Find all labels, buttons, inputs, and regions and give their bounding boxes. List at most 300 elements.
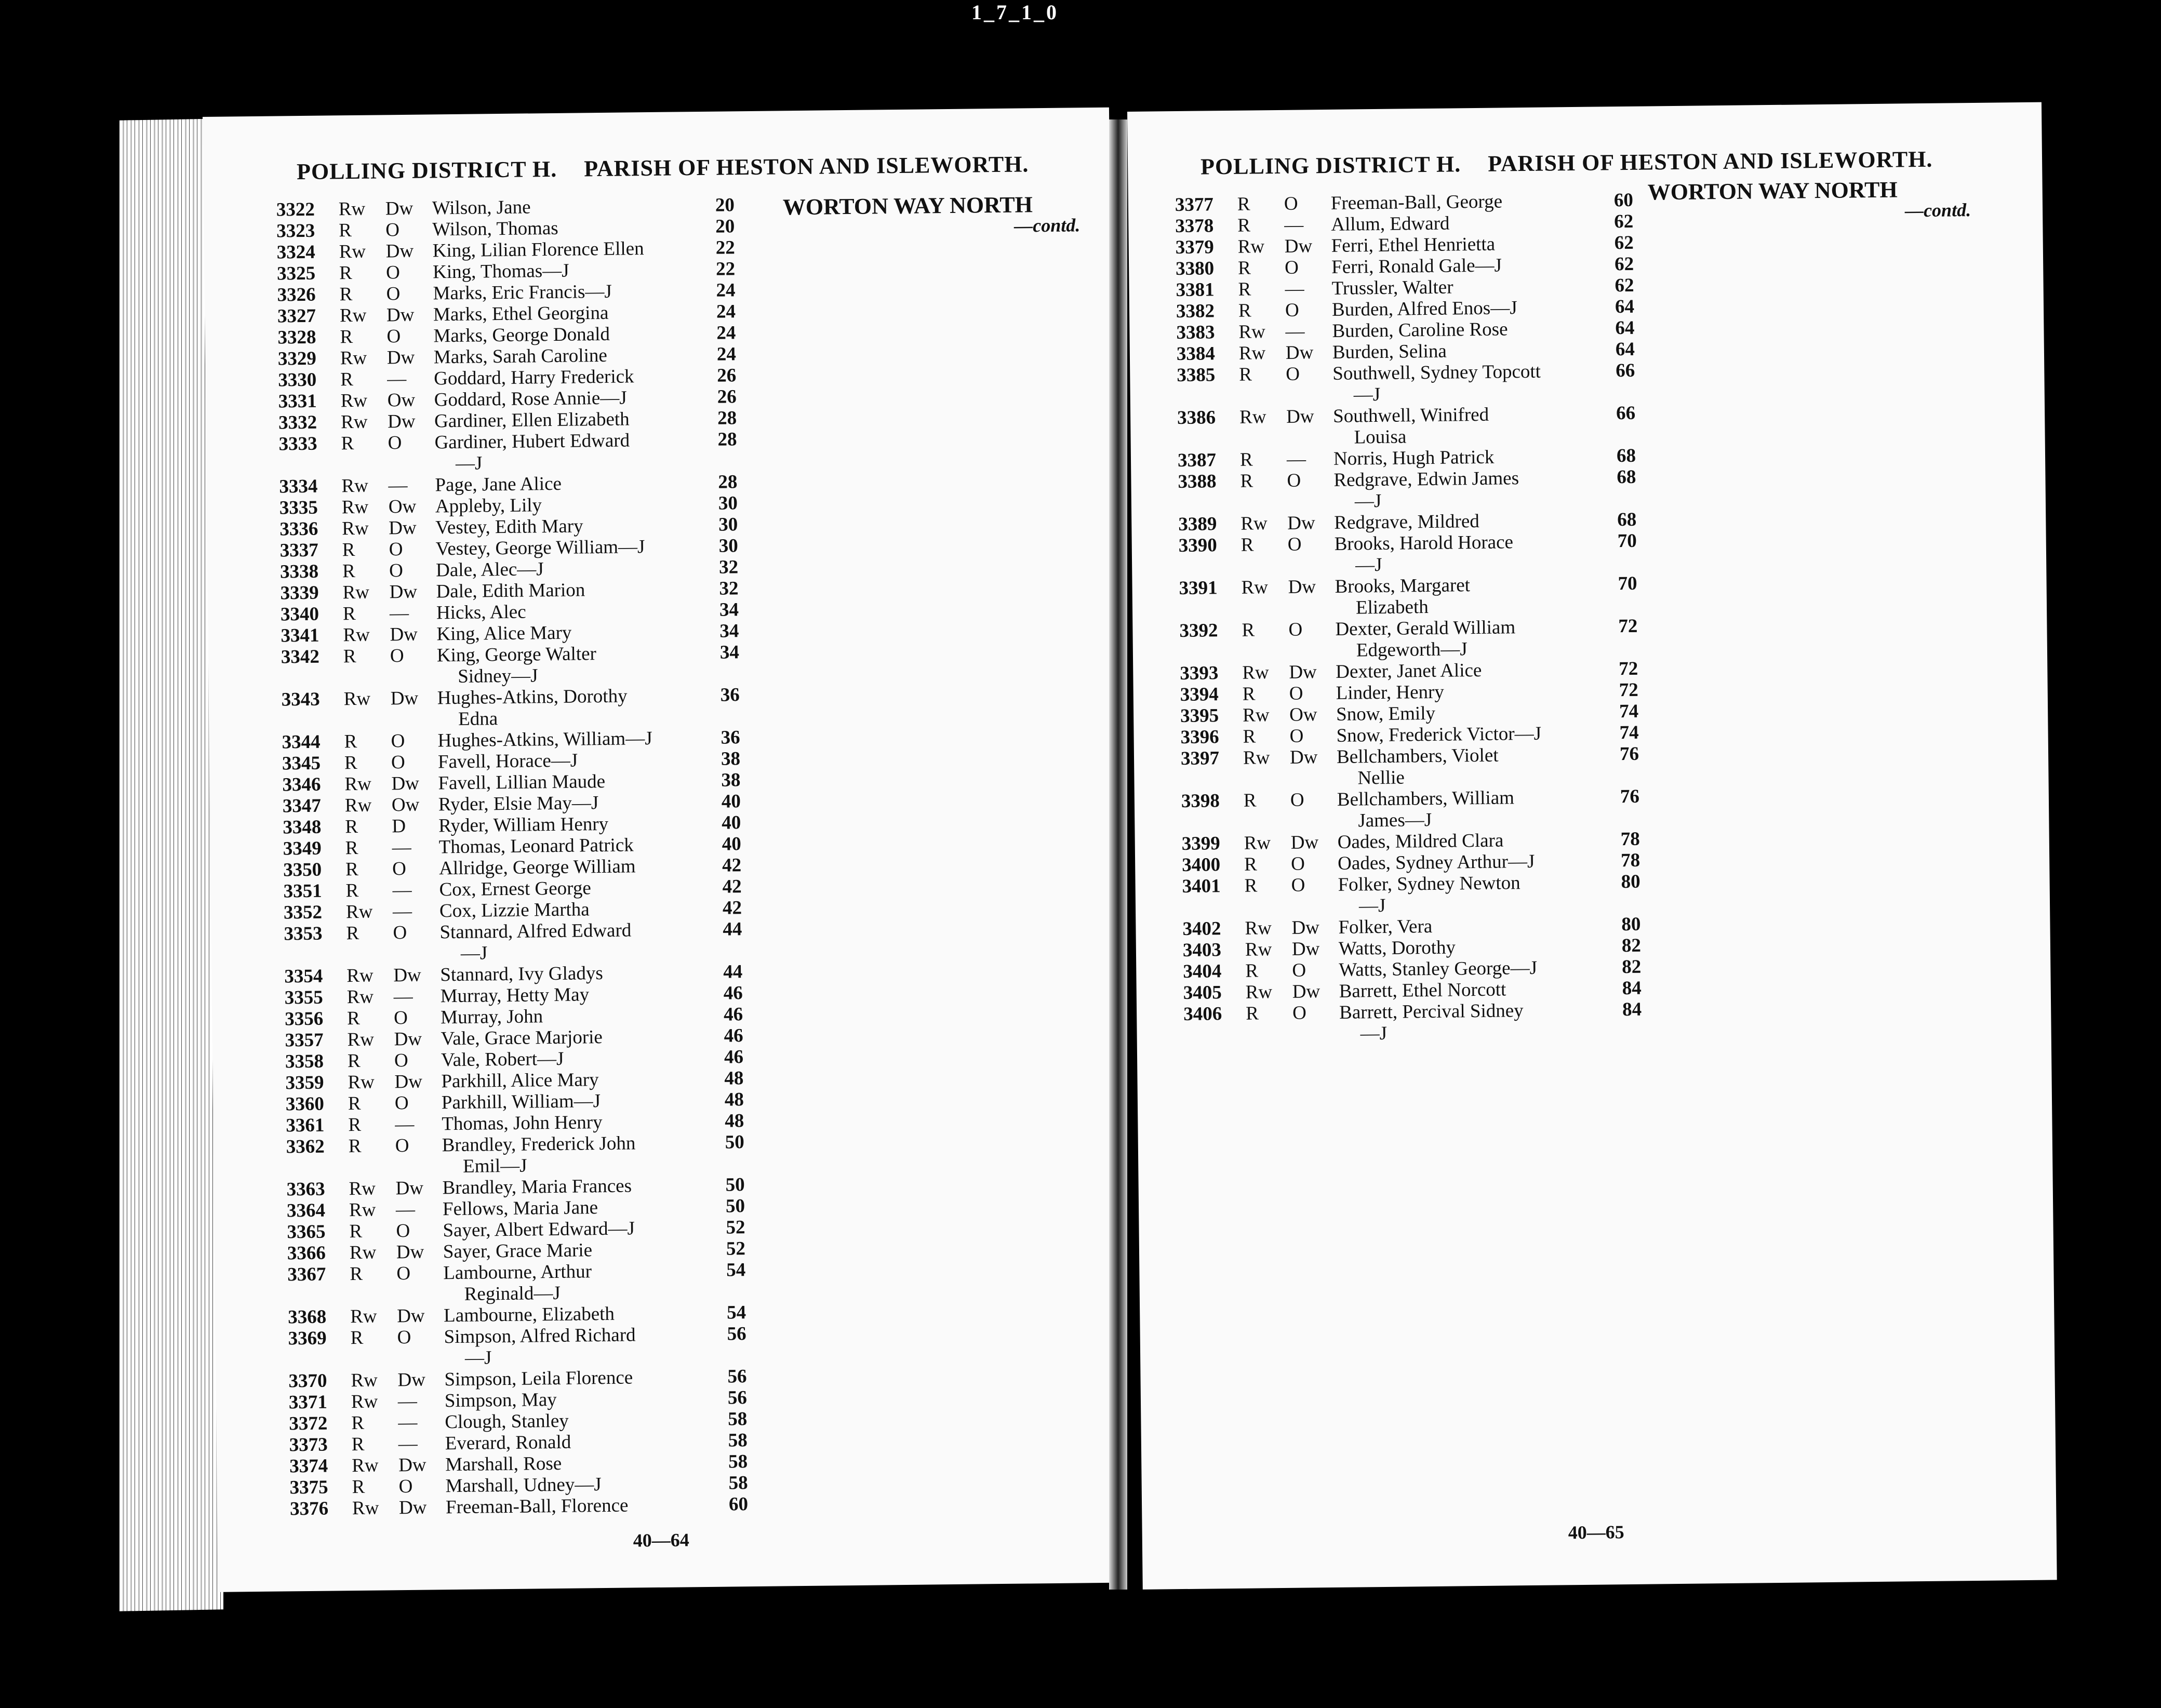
qualification-occupation: Dw xyxy=(394,1028,422,1050)
qualification-occupation: Dw xyxy=(1292,981,1320,1003)
house-number: 36 xyxy=(720,684,740,706)
elector-name: Redgrave, Edwin James xyxy=(1333,468,1519,491)
entry-number: 3369 xyxy=(288,1327,327,1350)
qualification-occupation: Dw xyxy=(389,581,418,603)
house-number: 46 xyxy=(724,1046,744,1068)
house-number: 64 xyxy=(1615,296,1635,318)
house-number: 48 xyxy=(725,1110,744,1132)
register-entry xyxy=(286,1131,744,1179)
qualification-occupation: Dw xyxy=(396,1241,424,1263)
house-number: 26 xyxy=(717,386,737,408)
entry-number: 3334 xyxy=(279,475,318,498)
house-number: 30 xyxy=(718,535,738,557)
house-number: 40 xyxy=(722,833,741,855)
qualification-occupation: O xyxy=(1284,257,1299,278)
house-number: 68 xyxy=(1617,466,1636,488)
contd-label: —contd. xyxy=(1014,215,1080,236)
entry-number: 3394 xyxy=(1180,684,1219,705)
register-entry xyxy=(1179,615,1638,663)
house-number: 84 xyxy=(1622,998,1642,1021)
qualification-occupation: — xyxy=(398,1433,418,1455)
entry-number: 3398 xyxy=(1181,790,1220,812)
house-number: 62 xyxy=(1614,232,1634,254)
qualification-occupation: — xyxy=(392,900,412,923)
elector-name: Allum, Edward xyxy=(1331,212,1450,235)
qualification-occupation: O xyxy=(393,1007,408,1029)
qualification-occupation: O xyxy=(398,1475,413,1498)
page-footer: 40—64 xyxy=(633,1529,689,1551)
elector-name: Bellchambers, William xyxy=(1337,787,1515,810)
entry-number: 3356 xyxy=(284,1008,324,1030)
qualification-occupation: D xyxy=(392,815,406,837)
register-entry xyxy=(281,642,740,689)
qualification-occupation: — xyxy=(392,836,411,859)
elector-name-continued: Sidney—J xyxy=(458,665,538,687)
entry-number: 3386 xyxy=(1177,407,1216,429)
house-number: 74 xyxy=(1619,700,1639,723)
elector-name: Clough, Stanley xyxy=(445,1410,569,1433)
qualification-residence: Rw xyxy=(1240,513,1268,535)
elector-name: Brooks, Harold Horace xyxy=(1334,531,1514,555)
parish-title: PARISH OF HESTON AND ISLEWORTH. xyxy=(583,151,1029,182)
house-number: 24 xyxy=(716,279,736,301)
polling-district: POLLING DISTRICT H. xyxy=(296,156,557,185)
qualification-residence: Rw xyxy=(349,1242,377,1264)
qualification-residence: Rw xyxy=(1245,939,1272,960)
elector-name: Fellows, Maria Jane xyxy=(442,1197,598,1220)
house-number: 28 xyxy=(718,471,738,493)
qualification-residence: Rw xyxy=(339,241,366,263)
elector-name: Parkhill, Alice Mary xyxy=(441,1069,599,1092)
elector-name: Stannard, Ivy Gladys xyxy=(440,963,603,986)
qualification-residence: R xyxy=(343,645,356,668)
elector-name: Dexter, Gerald William xyxy=(1335,617,1516,640)
qualification-occupation: Dw xyxy=(1290,832,1319,853)
elector-name: Snow, Frederick Victor—J xyxy=(1336,723,1542,746)
qualification-residence: Rw xyxy=(1243,747,1270,769)
entry-number: 3350 xyxy=(283,859,322,881)
qualification-residence: R xyxy=(1243,726,1256,748)
elector-name: Dexter, Janet Alice xyxy=(1336,659,1482,683)
page-footer: 40—65 xyxy=(1568,1522,1624,1543)
qualification-occupation: O xyxy=(1292,959,1306,981)
qualification-residence: Rw xyxy=(1245,981,1273,1003)
house-number: 40 xyxy=(721,791,741,812)
qualification-occupation: Dw xyxy=(386,304,415,326)
entry-number: 3379 xyxy=(1175,236,1214,259)
qualification-residence: Rw xyxy=(1244,832,1271,854)
register-entry xyxy=(1183,998,1642,1046)
house-number: 50 xyxy=(725,1131,744,1153)
page-header xyxy=(1200,146,1933,180)
entry-number: 3372 xyxy=(289,1412,328,1435)
qualification-residence: R xyxy=(342,539,355,561)
elector-name: Wilson, Thomas xyxy=(432,217,558,241)
street-name: WORTON WAY NORTH xyxy=(782,192,1033,220)
elector-name: Page, Jane Alice xyxy=(435,473,562,496)
qualification-occupation: O xyxy=(385,219,400,241)
qualification-occupation: O xyxy=(1288,619,1303,640)
qualification-residence: R xyxy=(1242,619,1255,641)
entry-number: 3366 xyxy=(287,1242,326,1264)
entry-number: 3370 xyxy=(288,1370,327,1392)
qualification-occupation: O xyxy=(1285,299,1299,321)
house-number: 80 xyxy=(1621,913,1641,936)
qualification-occupation: O xyxy=(1284,193,1298,215)
entry-number: 3340 xyxy=(280,603,319,625)
qualification-residence: R xyxy=(351,1412,365,1434)
qualification-occupation: O xyxy=(1291,874,1305,896)
qualification-residence: R xyxy=(1238,278,1251,300)
qualification-residence: Rw xyxy=(346,965,373,987)
qualification-occupation: O xyxy=(388,432,402,454)
qualification-residence: R xyxy=(348,1114,362,1136)
house-number: 76 xyxy=(1620,785,1640,808)
elector-name-continued: James—J xyxy=(1358,809,1432,832)
entry-number: 3326 xyxy=(277,284,316,306)
elector-name: King, Alice Mary xyxy=(436,622,572,645)
qualification-occupation: O xyxy=(392,858,407,880)
house-number: 46 xyxy=(723,1004,743,1025)
qualification-residence: Rw xyxy=(1242,704,1270,726)
house-number: 22 xyxy=(715,237,735,259)
qualification-residence: R xyxy=(1244,875,1258,897)
entry-number: 3376 xyxy=(289,1498,329,1520)
qualification-occupation: Ow xyxy=(388,496,417,518)
entry-number: 3388 xyxy=(1178,471,1217,493)
qualification-residence: R xyxy=(346,1007,361,1030)
entry-number: 3396 xyxy=(1180,726,1219,748)
qualification-occupation: Dw xyxy=(1289,746,1318,768)
house-number: 82 xyxy=(1621,935,1642,957)
entry-number: 3346 xyxy=(282,773,321,796)
house-number: 50 xyxy=(725,1174,745,1196)
page-header xyxy=(297,151,1029,185)
elector-name: Goddard, Rose Annie—J xyxy=(434,387,627,411)
register-list xyxy=(1175,189,1642,1046)
qualification-residence: R xyxy=(344,730,357,753)
qualification-residence: R xyxy=(339,262,353,284)
entry-number: 3390 xyxy=(1178,535,1217,557)
qualification-occupation: Dw xyxy=(1291,938,1320,960)
qualification-occupation: O xyxy=(1289,683,1303,704)
house-number: 24 xyxy=(716,343,737,365)
qualification-occupation: O xyxy=(386,326,401,348)
qualification-occupation: O xyxy=(1290,789,1304,811)
elector-name: Allridge, George William xyxy=(438,856,636,879)
qualification-occupation: Dw xyxy=(395,1177,424,1199)
qualification-residence: R xyxy=(1240,470,1253,492)
qualification-residence: Rw xyxy=(344,794,372,817)
elector-name: Watts, Stanley George—J xyxy=(1339,957,1538,981)
house-number: 56 xyxy=(727,1387,748,1409)
entry-number: 3402 xyxy=(1182,918,1221,940)
elector-name: Dale, Alec—J xyxy=(435,558,544,581)
elector-name: Thomas, Leonard Patrick xyxy=(438,834,634,858)
entry-number: 3374 xyxy=(289,1455,328,1477)
qualification-occupation: O xyxy=(391,751,405,773)
register-entry xyxy=(278,429,737,476)
elector-name-continued: —J xyxy=(1354,490,1382,512)
qualification-residence: Rw xyxy=(344,773,372,795)
contd-label: —contd. xyxy=(1904,199,1971,221)
house-number: 70 xyxy=(1617,530,1637,552)
house-number: 24 xyxy=(716,322,736,344)
house-number: 72 xyxy=(1619,658,1638,680)
entry-number: 3327 xyxy=(277,305,316,327)
elector-name: Marks, George Donald xyxy=(433,323,610,347)
elector-name: Gardiner, Ellen Elizabeth xyxy=(434,408,630,432)
right-page xyxy=(1127,102,2057,1590)
entry-number: 3325 xyxy=(276,262,316,285)
elector-name: Favell, Horace—J xyxy=(437,750,578,773)
entry-number: 3405 xyxy=(1183,982,1222,1004)
house-number: 46 xyxy=(724,1025,743,1047)
elector-name: Wilson, Jane xyxy=(432,196,531,219)
qualification-occupation: O xyxy=(1287,470,1301,491)
entry-number: 3357 xyxy=(285,1029,324,1051)
qualification-occupation: Dw xyxy=(391,772,420,795)
elector-name: Simpson, Leila Florence xyxy=(444,1367,633,1391)
elector-name: Ferri, Ethel Henrietta xyxy=(1331,233,1496,257)
house-number: 68 xyxy=(1617,509,1637,531)
entry-number: 3400 xyxy=(1181,854,1221,876)
elector-name: Brandley, Frederick John xyxy=(442,1132,636,1156)
elector-name: Trussler, Walter xyxy=(1331,276,1453,299)
elector-name: Everard, Ronald xyxy=(445,1431,571,1455)
qualification-residence: R xyxy=(342,560,356,582)
qualification-occupation: Ow xyxy=(1289,704,1317,726)
qualification-residence: R xyxy=(339,220,352,242)
qualification-residence: Rw xyxy=(340,347,367,369)
house-number: 66 xyxy=(1616,402,1636,424)
entry-number: 3359 xyxy=(285,1072,324,1094)
qualification-residence: Rw xyxy=(1242,662,1269,684)
entry-number: 3391 xyxy=(1179,577,1218,599)
qualification-occupation: O xyxy=(1292,1002,1307,1024)
parish-title: PARISH OF HESTON AND ISLEWORTH. xyxy=(1487,146,1933,177)
qualification-occupation: O xyxy=(396,1220,410,1242)
elector-name: Murray, John xyxy=(440,1006,543,1029)
qualification-residence: Rw xyxy=(347,1029,375,1051)
house-number: 54 xyxy=(726,1302,746,1324)
elector-name: Vale, Robert—J xyxy=(441,1048,564,1071)
elector-name: King, Lilian Florence Ellen xyxy=(432,238,644,262)
qualification-occupation: — xyxy=(389,602,409,624)
qualification-residence: Rw xyxy=(349,1199,376,1221)
house-number: 20 xyxy=(715,216,735,237)
house-number: 42 xyxy=(722,855,742,876)
qualification-occupation: O xyxy=(1287,533,1302,555)
entry-number: 3322 xyxy=(276,198,315,221)
house-number: 20 xyxy=(715,194,735,216)
register-entry xyxy=(1177,402,1636,450)
qualification-residence: R xyxy=(340,368,354,391)
entry-number: 3382 xyxy=(1176,300,1215,323)
entry-number: 3389 xyxy=(1178,513,1217,536)
qualification-occupation: O xyxy=(393,922,407,944)
qualification-residence: Rw xyxy=(351,1369,378,1392)
qualification-occupation: Dw xyxy=(387,410,416,433)
elector-name-continued: —J xyxy=(464,1347,492,1369)
house-number: 68 xyxy=(1616,445,1636,467)
entry-number: 3362 xyxy=(286,1136,325,1158)
entry-number: 3344 xyxy=(282,731,321,753)
house-number: 60 xyxy=(728,1493,749,1515)
qualification-occupation: Dw xyxy=(397,1369,426,1391)
house-number: 46 xyxy=(723,982,743,1004)
entry-number: 3373 xyxy=(289,1434,328,1456)
qualification-occupation: Dw xyxy=(394,1071,423,1093)
house-number: 66 xyxy=(1616,359,1635,382)
street-name: WORTON WAY NORTH xyxy=(1647,177,1898,205)
elector-name: Cox, Lizzie Martha xyxy=(439,899,590,922)
elector-name: Parkhill, William—J xyxy=(441,1090,601,1114)
qualification-occupation: O xyxy=(394,1049,408,1072)
qualification-occupation: Dw xyxy=(386,346,415,369)
elector-name: Gardiner, Hubert Edward xyxy=(434,430,630,453)
entry-number: 3358 xyxy=(285,1050,324,1073)
house-number: 42 xyxy=(722,897,742,919)
qualification-residence: Rw xyxy=(338,198,366,220)
house-number: 34 xyxy=(719,642,740,663)
qualification-occupation: O xyxy=(389,560,404,582)
house-number: 70 xyxy=(1618,572,1637,595)
house-number: 22 xyxy=(715,258,736,280)
elector-name: Marks, Ethel Georgina xyxy=(433,302,609,326)
qualification-residence: R xyxy=(345,879,359,902)
entry-number: 3353 xyxy=(284,923,323,945)
house-number: 28 xyxy=(717,429,737,450)
qualification-occupation: Dw xyxy=(1284,235,1313,257)
elector-name: Simpson, May xyxy=(444,1389,557,1412)
qualification-residence: Rw xyxy=(1238,342,1266,364)
entry-number: 3404 xyxy=(1183,960,1222,982)
elector-name: Dale, Edith Marion xyxy=(436,579,585,603)
entry-number: 3330 xyxy=(278,369,317,391)
house-number: 64 xyxy=(1615,338,1635,361)
entry-number: 3363 xyxy=(286,1178,325,1200)
qualification-residence: R xyxy=(346,922,359,944)
elector-name: Burden, Selina xyxy=(1332,340,1447,363)
house-number: 52 xyxy=(726,1238,746,1260)
entry-number: 3393 xyxy=(1180,662,1219,684)
elector-name: Murray, Hetty May xyxy=(440,984,590,1007)
entry-number: 3332 xyxy=(278,411,317,434)
elector-name: Cox, Ernest George xyxy=(439,877,591,901)
qualification-residence: Rw xyxy=(351,1391,378,1413)
qualification-residence: R xyxy=(348,1092,361,1115)
house-number: 58 xyxy=(728,1430,748,1451)
house-number: 84 xyxy=(1622,977,1642,999)
elector-name: King, Thomas—J xyxy=(432,260,569,283)
left-page xyxy=(203,108,1125,1592)
house-number: 30 xyxy=(718,492,738,514)
qualification-occupation: Dw xyxy=(385,197,413,220)
house-number: 36 xyxy=(721,727,740,749)
entry-number: 3387 xyxy=(1177,449,1217,472)
entry-number: 3347 xyxy=(282,795,322,817)
qualification-residence: R xyxy=(1242,683,1256,705)
qualification-occupation: — xyxy=(395,1198,416,1221)
qualification-residence: R xyxy=(345,816,358,838)
qualification-occupation: O xyxy=(394,1092,409,1114)
qualification-occupation: — xyxy=(387,368,407,390)
house-number: 58 xyxy=(728,1451,748,1473)
elector-name: Hughes-Atkins, Dorothy xyxy=(437,685,628,709)
house-number: 54 xyxy=(726,1259,746,1281)
elector-name: Oades, Sydney Arthur—J xyxy=(1337,850,1535,874)
house-number: 56 xyxy=(727,1366,747,1387)
qualification-residence: R xyxy=(1239,449,1253,471)
elector-name: Burden, Caroline Rose xyxy=(1332,318,1508,342)
qualification-residence: R xyxy=(350,1327,364,1349)
entry-number: 3368 xyxy=(287,1306,327,1328)
qualification-residence: Rw xyxy=(340,411,368,433)
qualification-occupation: — xyxy=(388,474,408,497)
entry-number: 3335 xyxy=(279,497,318,519)
qualification-residence: Rw xyxy=(348,1071,375,1093)
qualification-occupation: Dw xyxy=(1286,406,1314,428)
elector-name: Stannard, Alfred Edward xyxy=(439,919,632,943)
elector-name: Ryder, William Henry xyxy=(438,813,609,837)
entry-number: 3385 xyxy=(1177,364,1216,386)
entry-number: 3341 xyxy=(281,624,319,647)
elector-name-continued: Edna xyxy=(458,708,498,730)
qualification-occupation: Dw xyxy=(1287,512,1315,534)
entry-number: 3342 xyxy=(281,646,320,668)
qualification-occupation: Ow xyxy=(391,794,420,816)
qualification-residence: Rw xyxy=(342,517,369,540)
qualification-occupation: — xyxy=(395,1113,415,1136)
elector-name: Sayer, Grace Marie xyxy=(443,1239,593,1263)
elector-name: Ferri, Ronald Gale—J xyxy=(1331,255,1502,278)
qualification-occupation: Dw xyxy=(1289,661,1317,683)
elector-name: Folker, Vera xyxy=(1338,915,1433,938)
qualification-occupation: O xyxy=(389,539,403,561)
qualification-residence: R xyxy=(1237,257,1251,279)
qualification-occupation: Ow xyxy=(387,389,416,411)
house-number: 62 xyxy=(1614,210,1634,233)
qualification-occupation: Dw xyxy=(389,517,417,539)
entry-number: 3352 xyxy=(283,901,323,924)
qualification-residence: Rw xyxy=(350,1305,377,1328)
house-number: 64 xyxy=(1615,317,1635,339)
elector-name: Marshall, Rose xyxy=(445,1452,562,1476)
entry-number: 3351 xyxy=(283,880,322,902)
house-number: 38 xyxy=(721,769,741,791)
elector-name-continued: Elizabeth xyxy=(1355,596,1429,619)
qualification-occupation: — xyxy=(392,879,412,901)
qualification-residence: Rw xyxy=(341,496,369,518)
entry-number: 3375 xyxy=(289,1476,328,1499)
qualification-occupation: — xyxy=(1286,448,1306,470)
qualification-residence: R xyxy=(351,1433,365,1456)
house-number: 44 xyxy=(723,961,743,983)
elector-name: Southwell, Sydney Topcott xyxy=(1332,361,1541,384)
elector-name: Snow, Emily xyxy=(1336,702,1436,725)
entry-number: 3371 xyxy=(288,1391,328,1413)
entry-number: 3406 xyxy=(1183,1003,1222,1025)
qualification-residence: Rw xyxy=(351,1455,379,1477)
elector-name: Folker, Sydney Newton xyxy=(1338,872,1520,896)
qualification-occupation: O xyxy=(1289,725,1304,747)
qualification-occupation: — xyxy=(397,1390,418,1412)
qualification-occupation: — xyxy=(1285,278,1304,300)
qualification-residence: R xyxy=(347,1050,361,1072)
elector-name-continued: Reginald—J xyxy=(464,1282,561,1305)
qualification-residence: R xyxy=(1245,960,1259,982)
